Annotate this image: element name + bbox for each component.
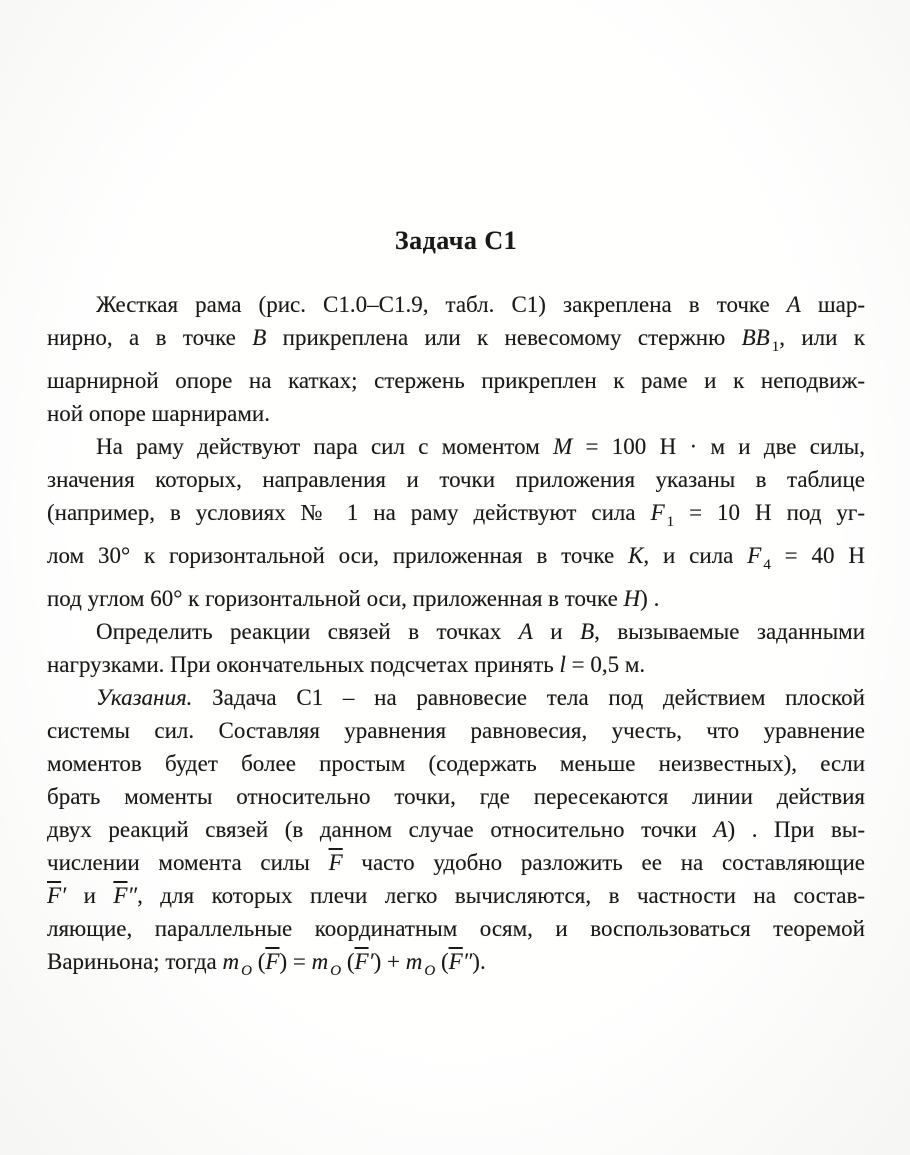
text-run: m	[405, 949, 423, 974]
text-run: ной опоре шарнирами.	[47, 401, 270, 426]
text-run: прикреплена или к невесомому стержню	[266, 325, 742, 350]
text-line	[47, 945, 865, 988]
text-run: системы сил. Составляя уравнения равновесия, учесть, что уравнение	[47, 718, 865, 743]
text-line	[47, 813, 865, 846]
text-run: = 100 Н · м и две силы,	[572, 434, 866, 459]
text-line	[47, 539, 865, 582]
text-run: , для которых плечи легко вычисляются, в частности на состав-	[137, 883, 866, 908]
text-run: шарнирной опоре на катках; стержень прикреплен к раме и к неподвиж-	[47, 368, 865, 393]
text-run: под углом 60° к горизонтальной оси, приложенная в точке	[47, 586, 624, 611]
text-line	[47, 846, 865, 879]
text-run: ′	[368, 949, 374, 974]
text-run: 4	[763, 557, 771, 573]
text-run: F	[650, 500, 665, 525]
text-run: ).	[472, 949, 486, 974]
text-run: $\overline{F}$	[265, 949, 280, 974]
text-run: F	[747, 543, 762, 568]
text-run: 1	[666, 514, 675, 530]
text-run: двух реакций связей (в данном случае относительно точки	[47, 817, 714, 842]
text-run: $\overline{F}$	[354, 949, 369, 974]
text-line	[47, 681, 865, 714]
text-run: (например, в условиях № 1 на раму действуют сила	[47, 500, 651, 525]
text-run: O	[330, 963, 342, 979]
text-run: Определить реакции связей в точках	[96, 619, 519, 644]
text-line	[47, 714, 865, 747]
text-line	[47, 496, 865, 539]
text-run: B	[580, 619, 595, 644]
text-run: значения которых, направления и точки приложения указаны в таблице	[47, 467, 865, 492]
text-line	[47, 364, 865, 397]
text-line	[47, 912, 865, 945]
text-run: B	[252, 325, 267, 350]
text-run: A	[786, 292, 801, 317]
text-run: m	[222, 949, 240, 974]
text-run: ) +	[373, 949, 406, 974]
text-run: и	[532, 619, 581, 644]
problem-title: Задача С1	[394, 226, 518, 255]
text-run: брать моменты относительно точки, где пересекаются линии действия	[47, 784, 865, 809]
text-run: нирно, а в точке	[47, 325, 253, 350]
text-line	[47, 321, 865, 364]
text-run: числении момента силы	[47, 850, 329, 875]
text-line	[47, 780, 865, 813]
text-run: часто удобно разложить ее на составляющие	[342, 850, 865, 875]
text-run: A	[713, 817, 728, 842]
text-run: Задача С1 – на равновесие тела под действием плоской	[192, 685, 865, 710]
text-run: (	[435, 949, 449, 974]
text-line	[47, 582, 865, 615]
text-run: Указания.	[96, 685, 193, 710]
text-run: Жесткая рама (рис. С1.0–С1.9, табл. С1) закреплена в точке	[96, 292, 787, 317]
text-line	[47, 615, 865, 648]
text-run: $\overline{F}$	[113, 883, 128, 908]
text-run: нагрузками. При окончательных подсчетах принять	[47, 652, 560, 677]
text-line	[47, 397, 865, 430]
text-line	[47, 430, 865, 463]
text-run: H	[623, 586, 641, 611]
text-run: ″	[462, 949, 473, 974]
text-run: , вызываемые заданными	[594, 619, 866, 644]
text-run: O	[241, 963, 252, 979]
text-run: лом 30° к горизонтальной оси, приложенная в точке	[47, 543, 629, 568]
text-run: моментов будет более простым (содержать меньше неизвестных), если	[47, 751, 865, 776]
text-run: Вариньона; тогда	[47, 949, 223, 974]
text-run: (	[251, 949, 266, 974]
text-run: (	[341, 949, 355, 974]
text-run: = 10 Н под уг-	[674, 500, 865, 525]
text-run: , или к	[779, 325, 865, 350]
text-run: $\overline{F}$	[448, 949, 463, 974]
text-run: ′	[61, 883, 67, 908]
text-run: $\overline{F}$	[328, 850, 343, 875]
text-line	[47, 747, 865, 780]
text-run: = 40 Н	[770, 543, 865, 568]
text-run: ″	[127, 883, 138, 908]
text-run: и	[66, 883, 114, 908]
text-line	[47, 288, 865, 321]
text-run: K	[628, 543, 644, 568]
text-run: ) . При вы-	[727, 817, 865, 842]
document-body	[47, 288, 865, 988]
text-run: , и сила	[643, 543, 748, 568]
text-run: = 0,5 м.	[565, 652, 646, 677]
text-line	[47, 463, 865, 496]
text-line	[47, 879, 865, 912]
text-run: l	[559, 652, 566, 677]
text-run: 1	[771, 339, 780, 355]
text-run: ляющие, параллельные координатным осям, и воспользоваться теоремой	[47, 916, 865, 941]
text-run: A	[518, 619, 533, 644]
text-line	[47, 648, 865, 681]
text-run: $\overline{F}$	[47, 883, 62, 908]
text-run: шар-	[800, 292, 865, 317]
document-content	[47, 224, 865, 988]
text-run: ) .	[640, 586, 660, 611]
text-run: BB	[741, 325, 770, 350]
text-run: O	[424, 963, 436, 979]
text-run: На раму действуют пара сил с моментом	[96, 434, 554, 459]
text-run: M	[553, 434, 573, 459]
text-run: m	[311, 949, 329, 974]
text-run: ) =	[279, 949, 312, 974]
